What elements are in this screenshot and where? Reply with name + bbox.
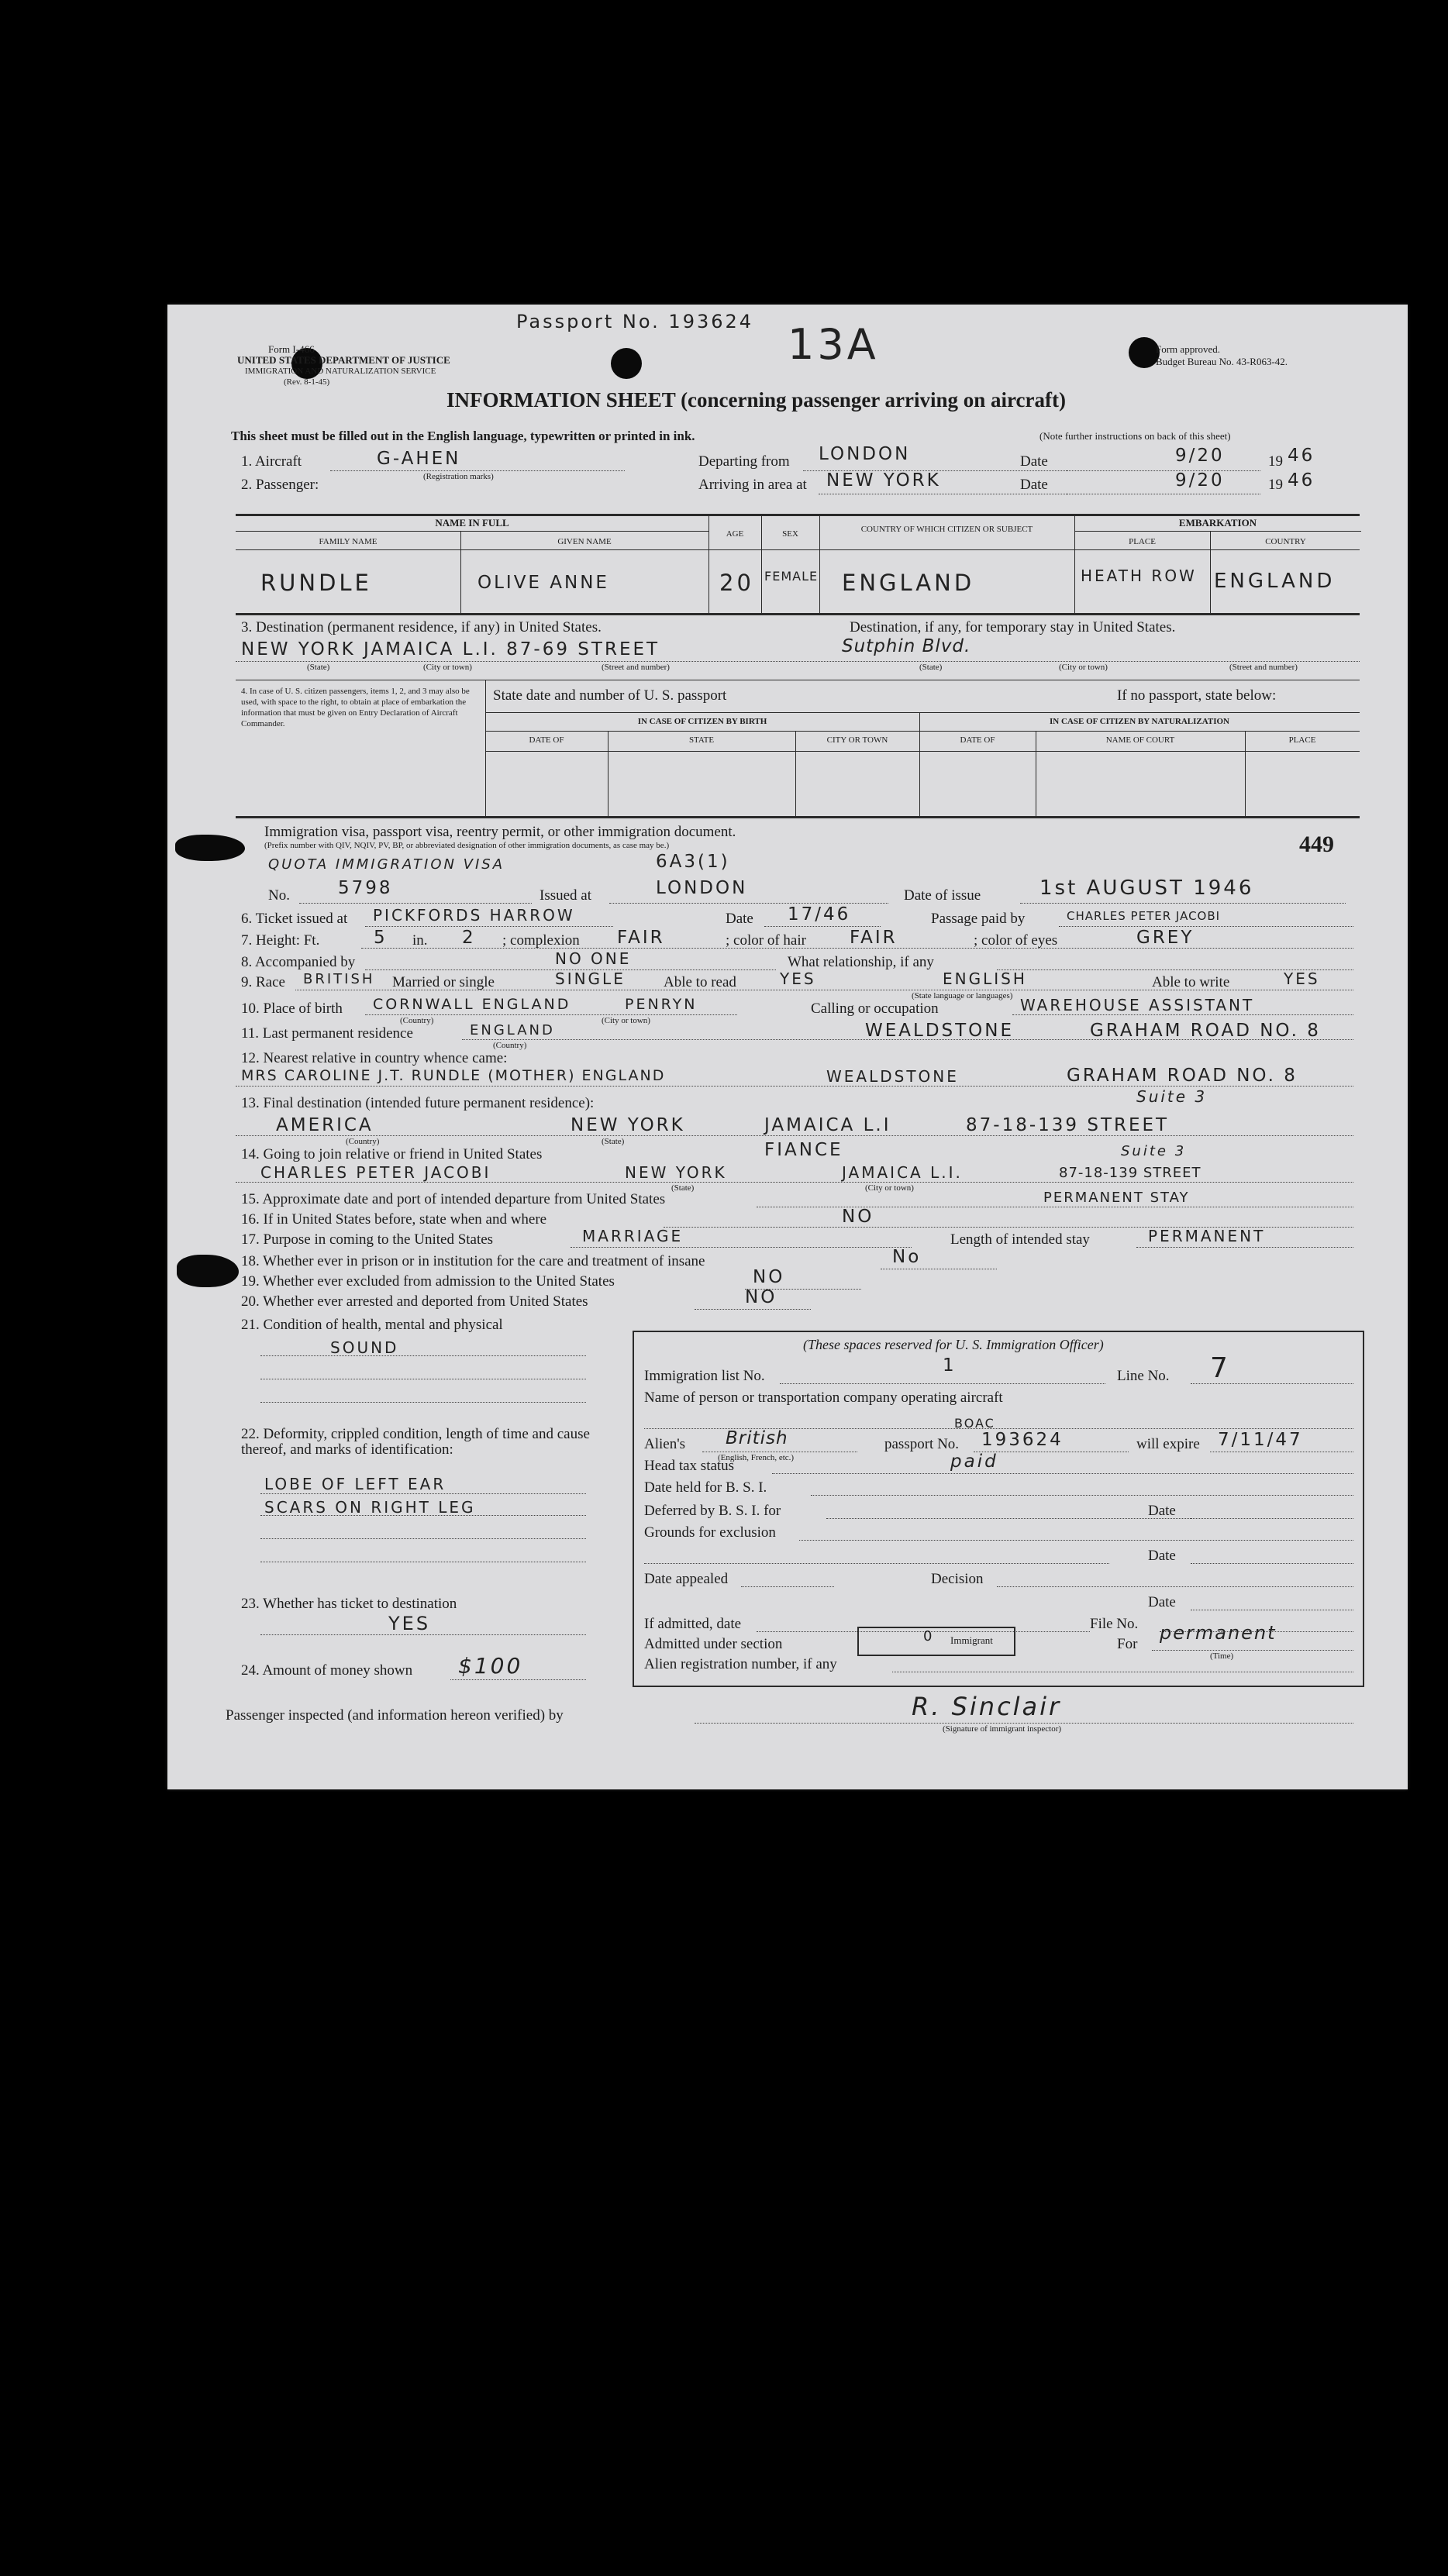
occupation-value: WAREHOUSE ASSISTANT [1020, 996, 1255, 1014]
eyes-value: GREY [1136, 928, 1195, 948]
ticket-date-label: Date [726, 911, 753, 927]
departure-label: 15. Approximate date and port of intended departure from United States [241, 1191, 666, 1207]
col-state: STATE [688, 735, 715, 745]
inspected-label: Passenger inspected (and information hereon verified) by [226, 1707, 564, 1724]
health-value: SOUND [330, 1338, 399, 1357]
relationship-label: What relationship, if any [788, 954, 934, 970]
final-destination-suite: Suite 3 [1136, 1087, 1208, 1106]
final-destination-city: JAMAICA L.I [764, 1115, 891, 1135]
ink-blot [177, 1255, 239, 1287]
officer-heading: (These spaces reserved for U. S. Immigration Officer) [803, 1337, 1104, 1352]
deferred-date-label: Date [1148, 1503, 1176, 1519]
line-no-label: Line No. [1117, 1368, 1170, 1384]
country-value: ENGLAND [842, 570, 975, 596]
caption-state: (State) [671, 1183, 695, 1193]
visa-no-label: No. [268, 887, 290, 904]
last-residence-label: 11. Last permanent residence [241, 1025, 413, 1042]
caption-street: (Street and number) [602, 663, 670, 672]
title-main: INFORMATION SHEET [446, 388, 676, 412]
hair-label: ; color of hair [726, 932, 806, 949]
family-name-header: FAMILY NAME [319, 537, 378, 546]
arriving-value: NEW YORK [826, 470, 941, 491]
head-tax-value: paid [950, 1452, 998, 1472]
final-destination-country: AMERICA [276, 1115, 374, 1135]
eyes-label: ; color of eyes [974, 932, 1058, 949]
emb-country-value: ENGLAND [1214, 570, 1336, 593]
birthplace-town: PENRYN [625, 996, 698, 1013]
citizen-note: 4. In case of U. S. citizen passengers, items 1, 2, and 3 may also be used, with space to the right, to obtain at place of embarkation the information that must be given on Entry Declaration of Aircraft Commander. [241, 687, 470, 728]
alien-caption: (English, French, etc.) [718, 1453, 795, 1462]
alien-registration-label: Alien registration number, if any [644, 1656, 837, 1672]
read-value: YES [780, 969, 816, 988]
depart-date-label: Date [1020, 453, 1048, 470]
time-caption: (Time) [1210, 1651, 1234, 1661]
birthplace-label: 10. Place of birth [241, 1000, 343, 1017]
visa-no-value: 5798 [338, 878, 393, 898]
prior-visit-label: 16. If in United States before, state when and where [241, 1211, 547, 1228]
birthplace-value: CORNWALL ENGLAND [373, 996, 571, 1013]
nearest-relative-name: MRS CAROLINE J.T. RUNDLE (MOTHER) ENGLAND [241, 1067, 666, 1084]
list-no-label: Immigration list No. [644, 1368, 765, 1384]
section-label: Admitted under section [644, 1636, 783, 1652]
caption-country: (Country) [400, 1016, 434, 1025]
going-to-join-relation: FIANCE [764, 1140, 843, 1160]
sex-value: FEMALE [764, 569, 819, 584]
expire-value: 7/11/47 [1218, 1430, 1303, 1450]
height-ft: 5 [374, 928, 388, 948]
right-date-label: Date [1148, 1594, 1176, 1610]
caption-street: (Street and number) [1229, 663, 1298, 672]
registration-caption: (Registration marks) [423, 472, 494, 481]
deported-value: NO [745, 1287, 777, 1307]
signature-caption: (Signature of immigrant inspector) [943, 1724, 1062, 1734]
destination-value: NEW YORK JAMAICA L.I. 87-69 STREET [241, 639, 660, 659]
col-place: PLACE [1288, 735, 1316, 745]
ticket-label: 6. Ticket issued at [241, 911, 348, 927]
prison-value: No [892, 1247, 922, 1267]
married-label: Married or single [392, 974, 495, 990]
citizen-by-birth-header: IN CASE OF CITIZEN BY BIRTH [637, 717, 767, 726]
file-no-label: File No. [1090, 1616, 1139, 1632]
going-to-join-suite: Suite 3 [1121, 1143, 1187, 1159]
citizen-by-naturalization-header: IN CASE OF CITIZEN BY NATURALIZATION [1050, 717, 1229, 726]
country-header: COUNTRY OF WHICH CITIZEN OR SUBJECT [860, 525, 1033, 534]
money-value: $100 [458, 1653, 523, 1679]
length-of-stay-label: Length of intended stay [950, 1231, 1090, 1248]
last-residence-value: ENGLAND [470, 1022, 555, 1038]
passport-no-value: 193624 [981, 1430, 1064, 1450]
immigration-doc-label: Immigration visa, passport visa, reentry permit, or other immigration document. [264, 824, 736, 840]
married-value: SINGLE [555, 969, 626, 988]
family-name-value: RUNDLE [260, 570, 372, 596]
final-destination-label: 13. Final destination (intended future permanent residence): [241, 1095, 595, 1111]
complexion-label: ; complexion [502, 932, 580, 949]
alien-label: Alien's [644, 1436, 686, 1452]
no-passport-label: If no passport, state below: [1117, 687, 1277, 704]
name-in-full-header: NAME IN FULL [435, 517, 509, 529]
height-label: 7. Height: Ft. [241, 932, 320, 949]
passport-date-label: State date and number of U. S. passport [493, 687, 727, 704]
passenger-label: 2. Passenger: [241, 477, 319, 493]
passport-label-text: Passport No. [516, 311, 660, 332]
information-sheet [167, 305, 1408, 1789]
col-name-of-court: NAME OF COURT [1105, 735, 1175, 745]
going-to-join-label: 14. Going to join relative or friend in United States [241, 1146, 543, 1162]
issued-at-value: LONDON [656, 878, 748, 898]
ticket-value: PICKFORDS HARROW [373, 906, 575, 925]
caption-city: (City or town) [423, 663, 472, 672]
depart-year: 46 [1288, 446, 1315, 466]
age-header: AGE [726, 529, 744, 539]
race-label: 9. Race [241, 974, 285, 990]
boac-value: BOAC [954, 1416, 995, 1431]
deformity-line-1: LOBE OF LEFT EAR [264, 1475, 446, 1493]
for-value: permanent [1160, 1622, 1277, 1644]
punch-hole [1129, 337, 1160, 368]
grounds-date-label: Date [1148, 1548, 1176, 1564]
temporary-destination-label: Destination, if any, for temporary stay in United States. [850, 619, 1176, 635]
length-of-stay-value: PERMANENT [1148, 1227, 1266, 1245]
arrive-year: 46 [1288, 470, 1315, 491]
decision-label: Decision [931, 1571, 984, 1587]
passport-number-value: 193624 [668, 311, 754, 332]
date-of-issue-value: 1st AUGUST 1946 [1039, 876, 1254, 900]
ink-blot [175, 835, 245, 861]
departure-value: PERMANENT STAY [1043, 1190, 1190, 1206]
revision: (Rev. 8-1-45) [284, 377, 330, 387]
head-tax-label: Head tax status [644, 1458, 735, 1474]
caption-country: (Country) [493, 1041, 527, 1050]
deferred-label: Deferred by B. S. I. for [644, 1503, 781, 1519]
height-in: 2 [462, 928, 476, 948]
note-instructions: (Note further instructions on back of this sheet) [1039, 430, 1231, 442]
height-in-label: in. [412, 932, 428, 949]
nearest-relative-street: GRAHAM ROAD NO. 8 [1067, 1066, 1298, 1086]
embarkation-header: EMBARKATION [1178, 517, 1257, 529]
punch-hole [611, 348, 642, 379]
depart-date: 9/20 [1175, 446, 1225, 466]
admitted-date-label: If admitted, date [644, 1616, 742, 1632]
line-no-value: 7 [1210, 1352, 1231, 1384]
last-residence-street: GRAHAM ROAD NO. 8 [1090, 1021, 1321, 1041]
arrive-date-label: Date [1020, 477, 1048, 493]
arriving-label: Arriving in area at [698, 477, 807, 493]
stamp-code: 13A [788, 320, 879, 369]
place-value: HEATH ROW [1081, 567, 1197, 585]
hair-value: FAIR [850, 928, 898, 948]
final-destination-state: NEW YORK [571, 1115, 685, 1135]
last-residence-town: WEALDSTONE [865, 1021, 1015, 1041]
form-number: Form I-466 [268, 343, 315, 355]
going-to-join-street: 87-18-139 STREET [1059, 1165, 1201, 1181]
section-class: Immigrant [950, 1634, 993, 1646]
appealed-label: Date appealed [644, 1571, 729, 1587]
write-value: YES [1284, 969, 1320, 988]
going-to-join-city: JAMAICA L.I. [842, 1163, 963, 1182]
read-label: Able to read [664, 974, 736, 990]
aircraft-value: G-AHEN [377, 449, 461, 469]
grounds-label: Grounds for exclusion [644, 1524, 776, 1541]
prior-visit-value: NO [842, 1207, 874, 1227]
year-prefix: 19 [1268, 477, 1283, 493]
emb-country-header: COUNTRY [1265, 537, 1306, 546]
sheet-title [446, 388, 1066, 412]
sex-header: SEX [782, 529, 798, 539]
departing-value: LONDON [819, 444, 911, 464]
form-approved: Form approved. [1156, 343, 1221, 355]
caption-city: (City or town) [1059, 663, 1108, 672]
departing-label: Departing from [698, 453, 790, 470]
for-label: For [1117, 1636, 1138, 1652]
caption-state: (State) [307, 663, 330, 672]
passage-paid-value: CHARLES PETER JACOBI [1067, 909, 1221, 923]
going-to-join-name: CHARLES PETER JACOBI [260, 1163, 491, 1182]
deformity-label: 22. Deformity, crippled condition, length of time and cause thereof, and marks of identification: [241, 1426, 590, 1458]
service-line: IMMIGRATION AND NATURALIZATION SERVICE [245, 367, 436, 376]
arrive-date: 9/20 [1175, 470, 1225, 491]
issued-at-label: Issued at [540, 887, 592, 904]
ticket-date: 17/46 [788, 904, 851, 925]
company-label: Name of person or transportation company operating aircraft [644, 1390, 1003, 1406]
list-no-value: 1 [943, 1355, 957, 1376]
going-to-join-state: NEW YORK [625, 1163, 727, 1182]
section-value: 0 [923, 1628, 935, 1644]
ticket-to-destination-label: 23. Whether has ticket to destination [241, 1596, 457, 1612]
prison-label: 18. Whether ever in prison or in institution for the care and treatment of insane [241, 1253, 705, 1269]
nearest-relative-town: WEALDSTONE [826, 1067, 959, 1086]
purpose-label: 17. Purpose in coming to the United States [241, 1231, 494, 1248]
instructions: This sheet must be filled out in the English language, typewritten or printed in ink. [231, 429, 695, 443]
col-date-of: DATE OF [529, 735, 564, 745]
nearest-relative-label: 12. Nearest relative in country whence came: [241, 1050, 508, 1066]
date-of-issue-label: Date of issue [904, 887, 981, 904]
caption-country: (Country) [346, 1137, 380, 1146]
visa-reference: 6A3(1) [656, 852, 730, 872]
money-label: 24. Amount of money shown [241, 1662, 413, 1679]
deformity-line-2: SCARS ON RIGHT LEG [264, 1498, 476, 1517]
race-value: BRITISH [303, 971, 375, 987]
accompanied-label: 8. Accompanied by [241, 954, 356, 970]
inspector-signature: R. Sinclair [912, 1692, 1062, 1721]
held-label: Date held for B. S. I. [644, 1479, 767, 1496]
caption-city: (City or town) [602, 1016, 650, 1025]
caption-state: (State) [919, 663, 943, 672]
occupation-label: Calling or occupation [811, 1000, 939, 1017]
age-value: 20 [719, 570, 754, 596]
excluded-value: NO [753, 1267, 785, 1287]
department-line: UNITED STATES DEPARTMENT OF JUSTICE [237, 354, 450, 366]
quota-visa: QUOTA IMMIGRATION VISA [268, 856, 505, 873]
language-value: ENGLISH [943, 969, 1027, 988]
given-name-value: OLIVE ANNE [477, 573, 609, 593]
expire-label: will expire [1136, 1436, 1200, 1452]
alien-value: British [726, 1428, 788, 1448]
budget-bureau: Budget Bureau No. 43-R063-42. [1156, 356, 1288, 367]
passport-no-label: passport No. [884, 1436, 960, 1452]
destination-addition: Sutphin Blvd. [842, 636, 971, 656]
final-destination-street: 87-18-139 STREET [966, 1115, 1170, 1135]
excluded-label: 19. Whether ever excluded from admission to the United States [241, 1273, 615, 1290]
purpose-value: MARRIAGE [582, 1227, 684, 1245]
destination-label: 3. Destination (permanent residence, if any) in United States. [241, 619, 602, 635]
year-prefix: 19 [1268, 453, 1283, 470]
given-name-header: GIVEN NAME [557, 537, 612, 546]
immigration-doc-sub: (Prefix number with QIV, NQIV, PV, BP, or abbreviated designation of other immigration documents, as case may be.) [264, 841, 670, 850]
caption-state: (State) [602, 1137, 625, 1146]
title-sub: (concerning passenger arriving on aircraft) [681, 388, 1066, 412]
caption-city: (City or town) [865, 1183, 914, 1193]
passport-number-label [516, 311, 753, 332]
passage-paid-label: Passage paid by [931, 911, 1026, 927]
aircraft-label: 1. Aircraft [241, 453, 302, 470]
accompanied-value: NO ONE [555, 949, 632, 968]
col-city-town: CITY OR TOWN [826, 735, 888, 745]
language-caption: (State language or languages) [912, 991, 1013, 1000]
ticket-to-destination-value: YES [388, 1613, 431, 1634]
complexion-value: FAIR [617, 928, 665, 948]
write-label: Able to write [1152, 974, 1230, 990]
col-date-of: DATE OF [960, 735, 995, 745]
page-number: 449 [1299, 832, 1334, 857]
health-label: 21. Condition of health, mental and physical [241, 1317, 503, 1333]
deported-label: 20. Whether ever arrested and deported from United States [241, 1293, 588, 1310]
place-header: PLACE [1129, 537, 1156, 546]
